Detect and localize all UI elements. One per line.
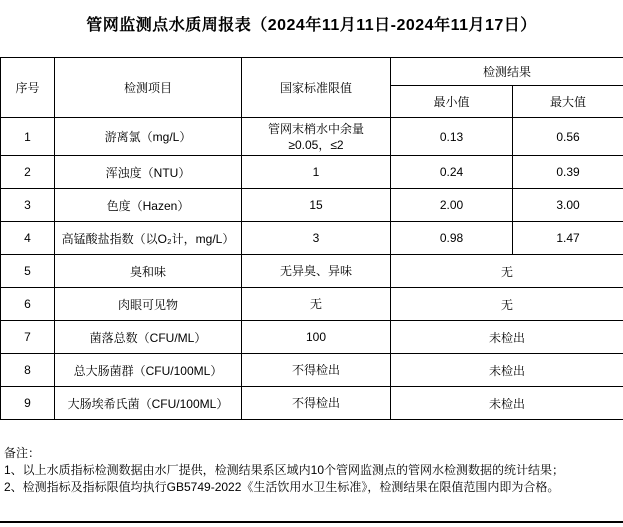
row-index: 3 — [1, 189, 55, 222]
row-item: 臭和味 — [55, 255, 242, 288]
row-limit: 无异臭、异味 — [242, 255, 391, 288]
table-row — [1, 255, 623, 288]
row-max: 1.47 — [513, 222, 623, 255]
row-item: 游离氯（mg/L） — [55, 118, 242, 156]
row-item: 高锰酸盐指数（以O₂计，mg/L） — [55, 222, 242, 255]
row-limit: 无 — [242, 288, 391, 321]
header-col-limit: 国家标准限值 — [242, 58, 391, 118]
row-max: 3.00 — [513, 189, 623, 222]
row-item: 总大肠菌群（CFU/100ML） — [55, 354, 242, 387]
header-col-max: 最大值 — [513, 86, 623, 118]
row-index: 9 — [1, 387, 55, 420]
row-item: 浑浊度（NTU） — [55, 156, 242, 189]
row-index: 8 — [1, 354, 55, 387]
row-limit: 3 — [242, 222, 391, 255]
row-index: 5 — [1, 255, 55, 288]
table-row — [1, 222, 623, 255]
header-col-result-group: 检测结果 — [391, 58, 623, 86]
row-item: 色度（Hazen） — [55, 189, 242, 222]
row-max: 0.56 — [513, 118, 623, 156]
table-row — [1, 156, 623, 189]
table-row — [1, 387, 623, 420]
header-col-item: 检测项目 — [55, 58, 242, 118]
row-index: 7 — [1, 321, 55, 354]
row-min: 0.98 — [391, 222, 513, 255]
table-row — [1, 354, 623, 387]
row-result: 未检出 — [391, 354, 623, 387]
row-result: 未检出 — [391, 321, 623, 354]
page-title: 管网监测点水质周报表（2024年11月11日-2024年11月17日） — [86, 17, 537, 34]
header-col-index: 序号 — [1, 58, 55, 118]
row-result: 无 — [391, 288, 623, 321]
row-limit: 管网末梢水中余量≥0.05，≤2 — [242, 118, 391, 156]
row-limit: 100 — [242, 321, 391, 354]
footnote-label: 备注： — [4, 446, 41, 460]
row-index: 6 — [1, 288, 55, 321]
row-max: 0.39 — [513, 156, 623, 189]
footnote-line-2: 2、检测指标及指标限值均执行GB5749-2022《生活饮用水卫生标准》，检测结果在限值范围内即为合格。 — [4, 480, 560, 494]
row-item: 大肠埃希氏菌（CFU/100ML） — [55, 387, 242, 420]
bottom-divider — [0, 521, 623, 523]
row-limit: 1 — [242, 156, 391, 189]
row-item: 肉眼可见物 — [55, 288, 242, 321]
row-limit: 不得检出 — [242, 387, 391, 420]
row-index: 2 — [1, 156, 55, 189]
header-col-min: 最小值 — [391, 86, 513, 118]
water-quality-table — [0, 57, 623, 420]
footnotes — [4, 445, 621, 496]
row-result: 无 — [391, 255, 623, 288]
table-row — [1, 288, 623, 321]
row-limit: 不得检出 — [242, 354, 391, 387]
table-row — [1, 321, 623, 354]
row-min: 0.13 — [391, 118, 513, 156]
row-index: 4 — [1, 222, 55, 255]
row-limit: 15 — [242, 189, 391, 222]
table-header-row — [1, 58, 623, 86]
table-row — [1, 189, 623, 222]
row-item: 菌落总数（CFU/ML） — [55, 321, 242, 354]
row-result: 未检出 — [391, 387, 623, 420]
footnote-line-1: 1、以上水质指标检测数据由水厂提供，检测结果系区域内10个管网监测点的管网水检测数据的统计结果； — [4, 463, 565, 477]
table-row — [1, 118, 623, 156]
row-index: 1 — [1, 118, 55, 156]
row-min: 0.24 — [391, 156, 513, 189]
row-min: 2.00 — [391, 189, 513, 222]
